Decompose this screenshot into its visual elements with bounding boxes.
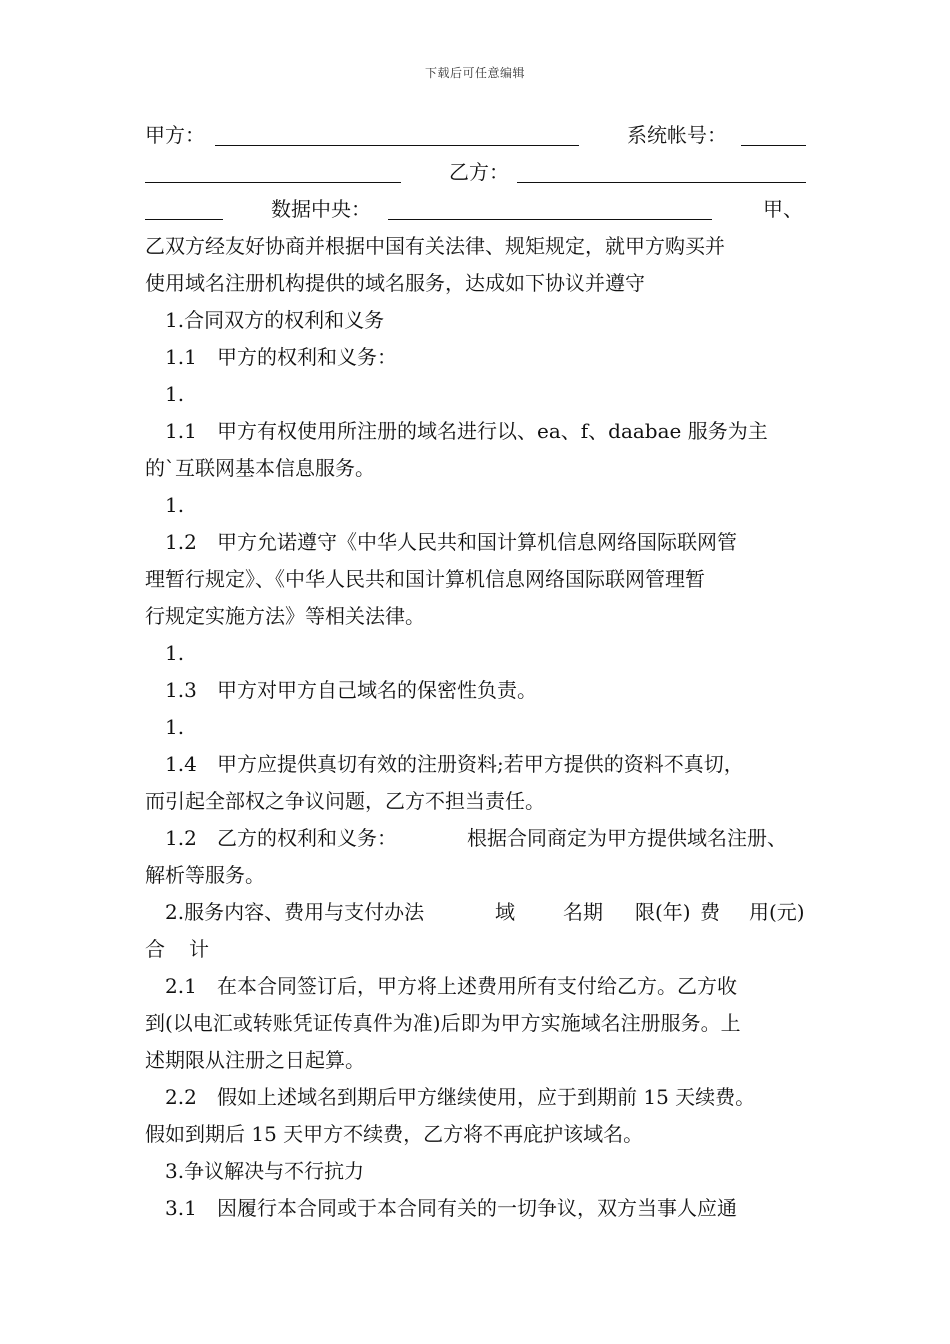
form-line-3 — [145, 191, 810, 228]
clause-text: 因履行本合同或于本合同有关的一切争议，双方当事人应通 — [217, 1196, 737, 1220]
clause-marker: 1. — [165, 715, 185, 739]
clause-number: 1.3 — [165, 678, 197, 702]
table-col-3: 限(年) — [635, 900, 691, 924]
section-2-title-row — [145, 894, 810, 931]
clause-number: 1.1 — [165, 419, 197, 443]
clause-continuation: 假如到期后 15 天甲方不续费，乙方将不再庇护该域名。 — [145, 1122, 644, 1146]
clause-number: 3.1 — [165, 1196, 197, 1220]
intro-line-2: 乙双方经友好协商并根据中国有关法律、规矩规定，就甲方购买并 — [145, 234, 725, 258]
clause-1-2-party-b — [145, 820, 810, 857]
clause-marker: 1. — [165, 382, 185, 406]
section-2-title: 2.服务内容、费用与支付办法 — [165, 900, 425, 924]
clause-continuation: 行规定实施方法》等相关法律。 — [145, 604, 425, 628]
clause-number: 2.2 — [165, 1085, 197, 1109]
clause-text: 甲方有权使用所注册的域名进行以、ea、f、daabae 服务为主 — [217, 419, 768, 443]
clause-2-2 — [145, 1079, 810, 1116]
clause-number: 1.2 — [165, 530, 197, 554]
clause-continuation: 述期限从注册之日起算。 — [145, 1048, 365, 1072]
account-blank[interactable] — [741, 123, 806, 146]
intro-line-3: 使用域名注册机构提供的域名服务，达成如下协议并遵守 — [145, 271, 645, 295]
clause-number: 1.1 — [165, 345, 197, 369]
clause-continuation: 到(以电汇或转账凭证传真件为准)后即为甲方实施域名注册服务。上 — [145, 1011, 741, 1035]
contract-body — [145, 117, 810, 1227]
clause-1-1-4 — [145, 746, 810, 783]
clause-text: 甲方允诺遵守《中华人民共和国计算机信息网络国际联网管 — [217, 530, 737, 554]
account-label: 系统帐号： — [627, 123, 727, 147]
clause-text: 假如上述域名到期后甲方继续使用，应于到期前 15 天续费。 — [217, 1085, 756, 1109]
clause-3-1 — [145, 1190, 810, 1227]
form-line-2 — [145, 154, 810, 191]
clause-continuation: 解析等服务。 — [145, 863, 265, 887]
table-col-2: 名期 — [563, 900, 603, 924]
account-blank-cont[interactable] — [145, 160, 401, 183]
clause-marker: 1. — [165, 493, 185, 517]
clause-2-1 — [145, 968, 810, 1005]
section-3-title: 3.争议解决与不行抗力 — [165, 1159, 365, 1183]
form-line-1 — [145, 117, 810, 154]
clause-continuation: 理暂行规定》、《中华人民共和国计算机信息网络国际联网管理暂 — [145, 567, 705, 591]
total-label-b: 计 — [189, 937, 209, 961]
clause-1-1-1 — [145, 413, 810, 450]
party-b-label: 乙方： — [449, 160, 509, 184]
clause-text: 在本合同签订后，甲方将上述费用所有支付给乙方。乙方收 — [217, 974, 737, 998]
table-col-1: 域 — [495, 900, 515, 924]
party-a-label: 甲方： — [145, 123, 205, 147]
clause-continuation: 而引起全部权之争议问题，乙方不担当责任。 — [145, 789, 545, 813]
datacenter-label: 数据中央： — [271, 197, 371, 221]
clause-text: 乙方的权利和义务： — [217, 826, 397, 850]
clause-text: 甲方的权利和义务： — [217, 345, 397, 369]
clause-text: 甲方应提供真切有效的注册资料;若甲方提供的资料不真切， — [217, 752, 744, 776]
party-b-blank-cont[interactable] — [145, 197, 223, 220]
party-b-blank[interactable] — [517, 160, 806, 183]
clause-number: 1.2 — [165, 826, 197, 850]
clause-1-1-heading — [145, 339, 810, 376]
clause-number: 1.4 — [165, 752, 197, 776]
clause-continuation: 的`互联网基本信息服务。 — [145, 456, 375, 480]
table-col-5: 用(元) — [749, 900, 805, 924]
total-label-a: 合 — [145, 937, 165, 961]
table-col-4: 费 — [700, 900, 720, 924]
intro-start: 甲、 — [763, 197, 803, 221]
section-2-total-row — [145, 931, 810, 968]
clause-1-1-3 — [145, 672, 810, 709]
clause-1-1-2 — [145, 524, 810, 561]
section-1-title: 1.合同双方的权利和义务 — [165, 308, 385, 332]
clause-number: 2.1 — [165, 974, 197, 998]
datacenter-blank[interactable] — [388, 197, 712, 220]
clause-text-2: 根据合同商定为甲方提供域名注册、 — [467, 826, 787, 850]
page-header-note: 下载后可任意编辑 — [424, 66, 525, 80]
clause-text: 甲方对甲方自己域名的保密性负责。 — [217, 678, 537, 702]
clause-marker: 1. — [165, 641, 185, 665]
party-a-blank[interactable] — [215, 123, 579, 146]
